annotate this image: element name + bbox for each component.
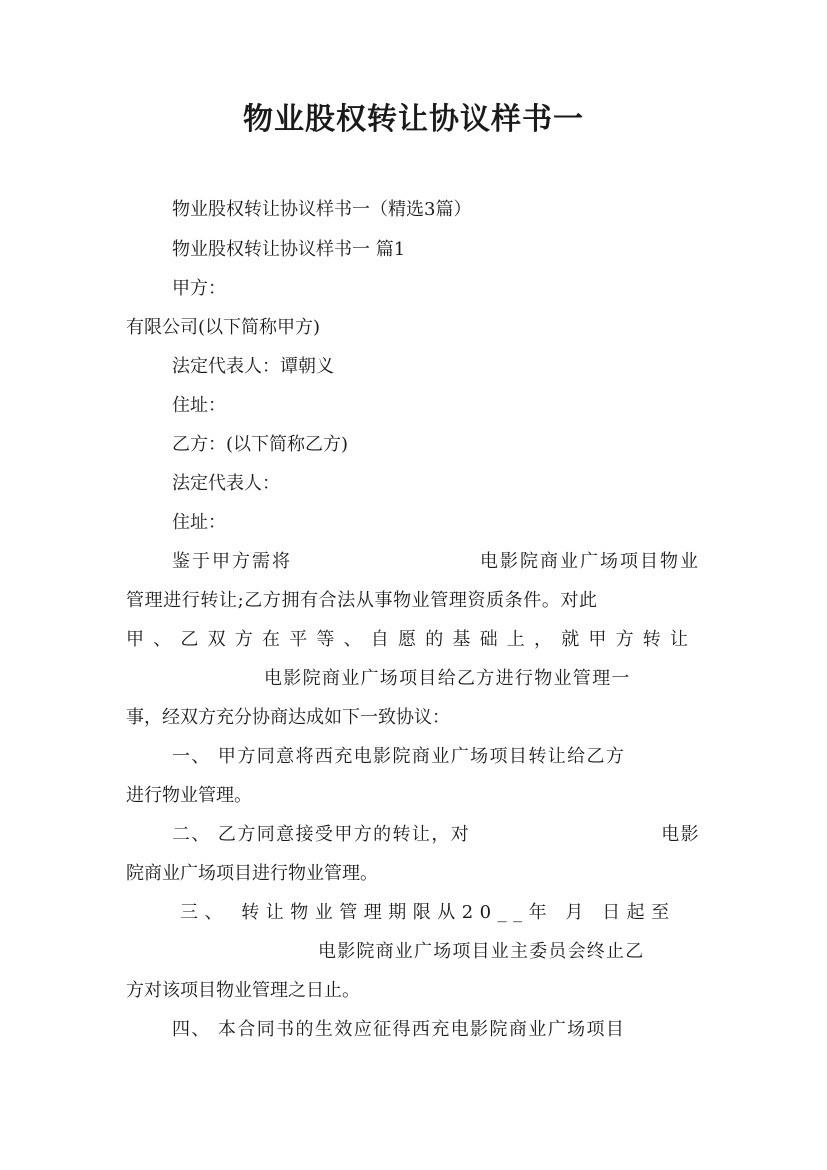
- document-title: 物业股权转让协议样书一: [243, 102, 584, 137]
- party-a-representative: 法定代表人：谭朝义: [172, 356, 334, 377]
- party-a-address: 住址：: [172, 395, 226, 416]
- subtitle-line: 物业股权转让协议样书一（精选3篇）: [172, 199, 472, 220]
- paragraph-line: 甲、乙双方在平等、自愿的基础上，就甲方转让: [126, 629, 698, 650]
- clause-1: 一、 甲方同意将西充电影院商业广场项目转让给乙方: [172, 746, 626, 767]
- paragraph-line: 事，经双方充分协商达成如下一致协议：: [126, 707, 450, 728]
- paragraph-line: 管理进行转让;乙方拥有合法从事物业管理资质条件。对此: [126, 590, 598, 611]
- text-fragment: 电影: [661, 824, 700, 845]
- clause-3-continued: 电影院商业广场项目业主委员会终止乙: [318, 941, 645, 962]
- text-fragment: 电影院商业广场项目物业: [480, 551, 700, 572]
- paragraph-line: [172, 548, 700, 576]
- clause-4: 四、 本合同书的生效应征得西充电影院商业广场项目: [172, 1019, 626, 1040]
- text-fragment: 二、 乙方同意接受甲方的转让，对: [172, 824, 471, 845]
- clause-2: [172, 821, 700, 849]
- clause-1-continued: 进行物业管理。: [126, 785, 252, 806]
- text-fragment: 鉴于甲方需将: [172, 551, 292, 572]
- paragraph-line: 电影院商业广场项目给乙方进行物业管理一: [264, 668, 631, 689]
- party-a-company: 有限公司(以下简称甲方): [126, 317, 321, 338]
- section-heading: 物业股权转让协议样书一 篇1: [172, 239, 406, 260]
- clause-3-end: 方对该项目物业管理之日止。: [126, 980, 360, 1001]
- party-b-label: 乙方：(以下简称乙方): [172, 434, 349, 455]
- party-b-representative: 法定代表人：: [172, 473, 280, 494]
- party-b-address: 住址：: [172, 512, 226, 533]
- party-a-label: 甲方：: [172, 278, 226, 299]
- clause-3: 三、 转让物业管理期限从20__年 月 日起至: [180, 902, 676, 923]
- clause-2-continued: 院商业广场项目进行物业管理。: [126, 863, 378, 884]
